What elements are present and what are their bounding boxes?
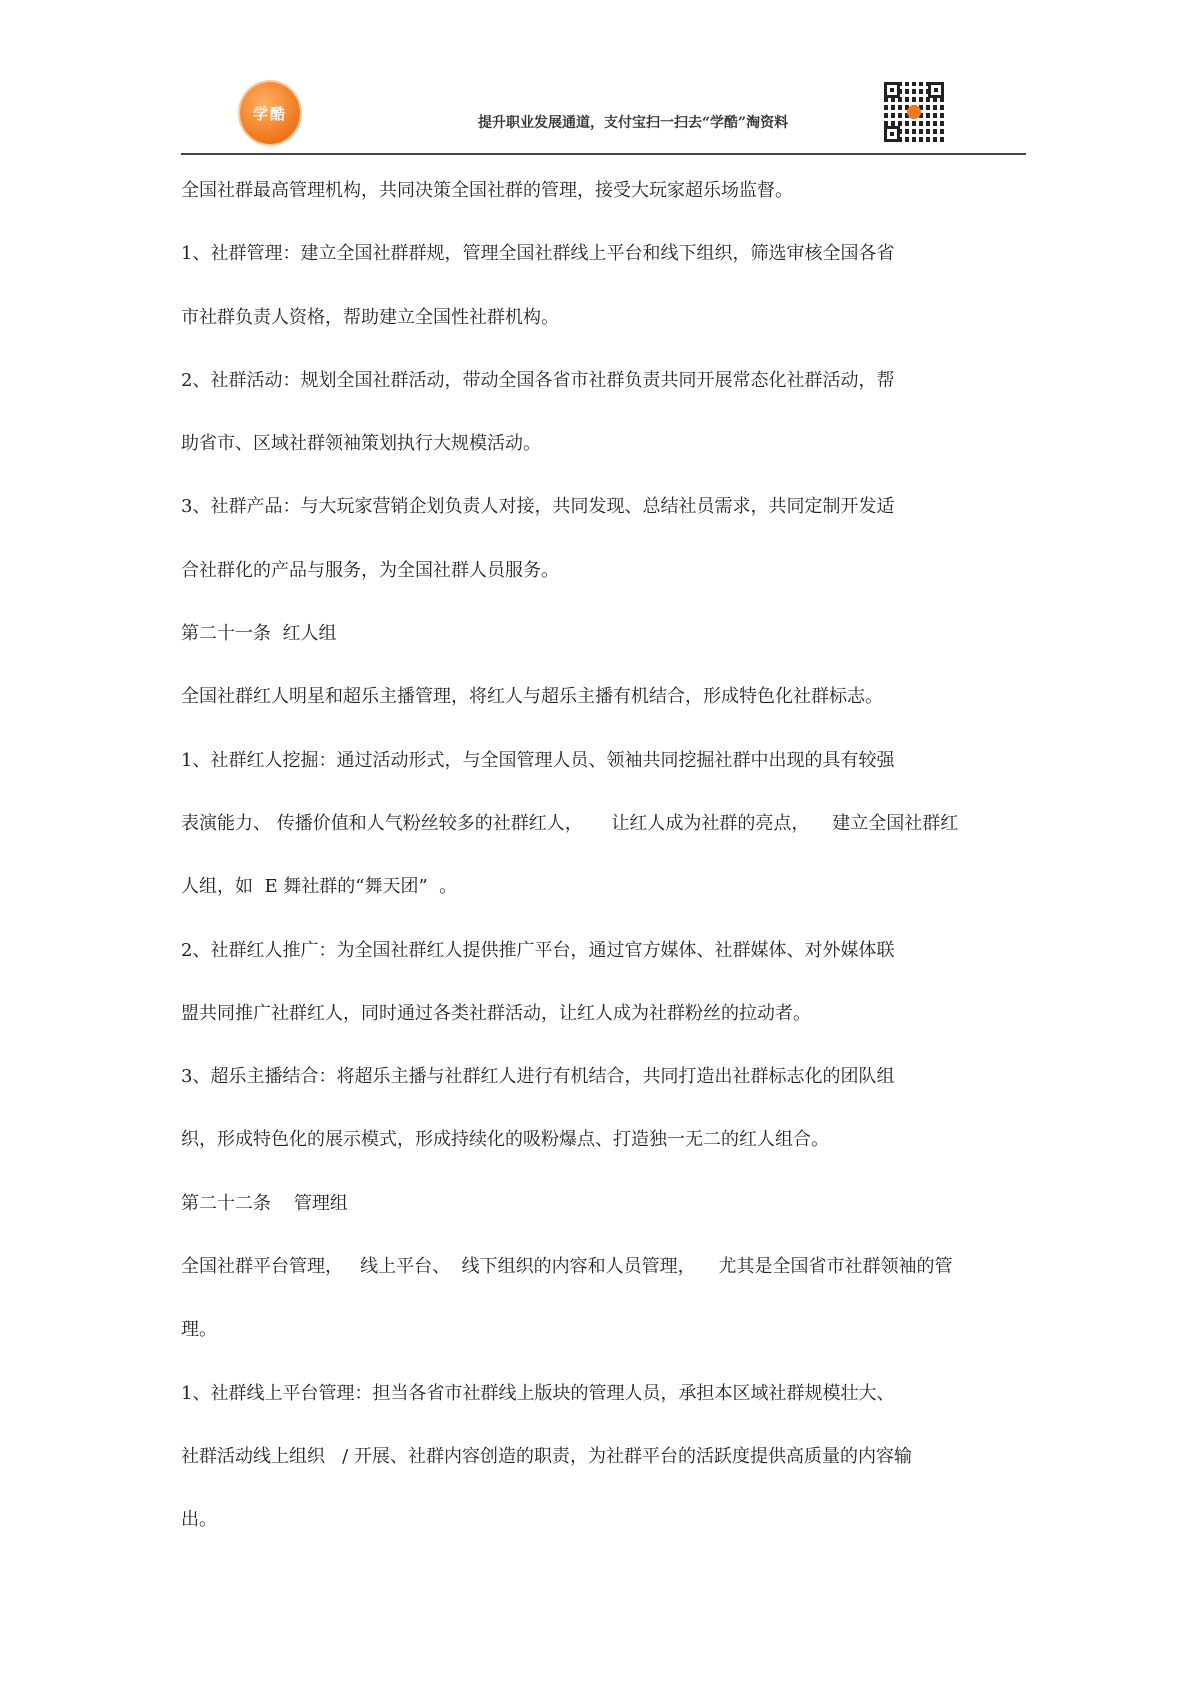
paragraph-line: 表演能力、 传播价值和人气粉丝较多的社群红人， 让红人成为社群的亮点， 建立全国社群红: [181, 812, 959, 834]
paragraph-line: 全国社群红人明星和超乐主播管理，将红人与超乐主播有机结合，形成特色化社群标志。: [181, 686, 883, 708]
section-heading: 第二十二条 管理组: [181, 1192, 348, 1214]
paragraph-line: 1、社群管理：建立全国社群群规，管理全国社群线上平台和线下组织，筛选审核全国各省: [181, 243, 895, 265]
header-divider: [181, 153, 1026, 155]
section-heading: 第二十一条 红人组: [181, 623, 337, 645]
paragraph-line: 全国社群平台管理， 线上平台、 线下组织的内容和人员管理， 尤其是全国省市社群领袖的管: [181, 1256, 953, 1278]
xueku-logo: [240, 82, 300, 144]
paragraph-line: 2、社群红人推广：为全国社群红人提供推广平台，通过官方媒体、社群媒体、对外媒体联: [181, 939, 895, 961]
paragraph-line: 社群活动线上组织 / 开展、社群内容创造的职责，为社群平台的活跃度提供高质量的内容输: [181, 1445, 912, 1467]
qr-code-icon: [884, 82, 944, 142]
paragraph-line: 盟共同推广社群红人，同时通过各类社群活动，让红人成为社群粉丝的拉动者。: [181, 1002, 811, 1024]
document-body: [181, 159, 1031, 1552]
paragraph-line: 出。: [181, 1509, 217, 1531]
paragraph-line: 1、社群线上平台管理：担当各省市社群线上版块的管理人员，承担本区域社群规模壮大、: [181, 1382, 895, 1404]
paragraph-line: 理。: [181, 1319, 217, 1341]
paragraph-line: 织，形成特色化的展示模式，形成持续化的吸粉爆点、打造独一无二的红人组合。: [181, 1129, 829, 1151]
paragraph-line: 3、社群产品：与大玩家营销企划负责人对接，共同发现、总结社员需求，共同定制开发适: [181, 496, 895, 518]
logo-text: 学酷: [252, 104, 287, 123]
paragraph-line: 市社群负责人资格，帮助建立全国性社群机构。: [181, 306, 559, 328]
paragraph-line: 助省市、区域社群领袖策划执行大规模活动。: [181, 433, 541, 455]
paragraph-line: 3、超乐主播结合：将超乐主播与社群红人进行有机结合，共同打造出社群标志化的团队组: [181, 1066, 895, 1088]
paragraph-line: 合社群化的产品与服务，为全国社群人员服务。: [181, 559, 559, 581]
paragraph-line: 2、社群活动：规划全国社群活动，带动全国各省市社群负责共同开展常态化社群活动，帮: [181, 369, 895, 391]
paragraph-line: 全国社群最高管理机构，共同决策全国社群的管理，接受大玩家超乐场监督。: [181, 180, 793, 201]
header-tagline: 提升职业发展通道，支付宝扫一扫去“学酷”淘资料: [478, 115, 789, 131]
paragraph-line: 人组，如 E 舞社群的“舞天团” 。: [181, 876, 458, 898]
paragraph-line: 1、社群红人挖掘：通过活动形式，与全国管理人员、领袖共同挖掘社群中出现的具有较强: [181, 749, 895, 771]
